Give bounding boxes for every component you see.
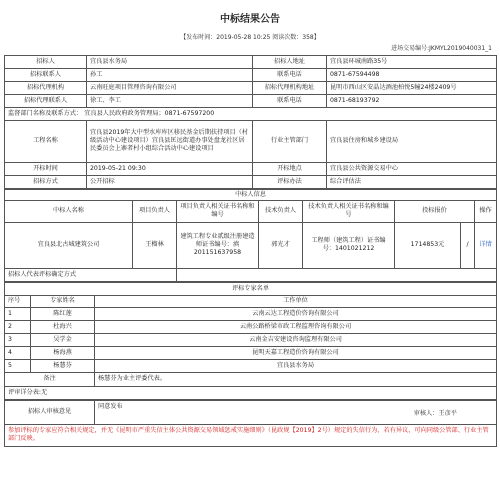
trade-number: 进场交易编号:JKMYL2019040031_1 [391,45,492,52]
bidder-address-value: 宜良县环城南路35号 [327,55,497,68]
committee-note-label: 备注 [5,372,95,386]
winner-header-price: 投标报价 [395,200,475,222]
winner-tech-cert: 工程师（建筑工程）证书编号：1401021212 [303,222,395,268]
winner-header-tech: 技术负责人 [259,200,303,222]
agency-phone-label: 联系电话 [253,94,327,107]
industry-label: 行业主管部门 [253,120,327,162]
review-table [4,400,497,447]
review-signer: 审核人：王彦平 [413,410,457,418]
table-row [5,359,497,372]
expert-no: 2 [5,320,31,333]
winner-section-title: 中标人信息 [5,189,497,200]
open-time-label: 开标时间 [5,162,87,175]
expert-unit: 昆明天嘉工程造价咨询有限公司 [95,346,497,359]
bidder-phone-value: 0871-67594498 [327,68,497,81]
agency-contact-label: 招标代理联系人 [5,94,87,107]
expert-no: 5 [5,359,31,372]
winner-header-action: 操作 [475,200,497,222]
rep-value [177,268,497,281]
expert-unit: 宜良县水务局 [95,359,497,372]
agency-address-label: 招标代理机构地址 [253,81,327,94]
agency-address-value: 昆明市西山区安晶达酒池柏悦5幢24楼2409号 [327,81,497,94]
winner-extra: / [461,222,475,268]
publish-meta: 【发布时间：2019-05-28 10:25 阅读次数：358】 [180,33,320,41]
winner-name: 宜良县北古城建筑公司 [5,222,133,268]
method-label: 招标方式 [5,175,87,188]
info-table [4,55,497,189]
table-row [5,307,497,320]
table-row [5,320,497,333]
table-row [5,346,497,359]
expert-name: 杨慧芬 [31,359,95,372]
page-title: 中标结果公告 [220,14,280,25]
agency-phone-value: 0871-68193792 [327,94,497,107]
winner-pm-cert: 建筑工程专业贰级注册建造师证书编号：滇 201151637958 [177,222,259,268]
open-place-label: 开标地点 [253,162,327,175]
project-value: 宜良县2019年大中型水库库区移民基金后期扶持项目（村级活动中心建设项目）宜良县匡远街道办事处盘龙社区居民委员会上寨者村小组综合活动中心建设项目 [87,120,253,162]
agency-value: 云南旺庭项目管理咨询有限公司 [87,81,253,94]
review-cell [95,400,497,424]
open-place-value: 宜良县公共资源交易中心 [327,162,497,175]
committee-header-no: 序号 [5,295,31,307]
committee-header-name: 专家姓名 [31,295,95,307]
supervisor-info: 监督部门名称及联系方式： 宜良县人民政府政务管理局；0871-67597200 [5,107,497,120]
table-row [5,333,497,346]
open-time-value: 2019-05-21 09:30 [87,162,253,175]
rep-label: 招标人代表评标确定方式 [5,268,177,281]
review-label: 招标人审核意见 [5,400,95,424]
expert-name: 杨海燕 [31,346,95,359]
expert-name: 杜海兴 [31,320,95,333]
winner-header-pm-cert: 项目负责人相关证书名称和编号 [177,200,259,222]
winner-tech: 郭光才 [259,222,303,268]
expert-unit: 云南公路桥梁市政工程监理咨询有限公司 [95,320,497,333]
review-opinion: 同意发布 [98,402,123,410]
expert-name: 陈红莲 [31,307,95,320]
winner-header-tech-cert: 技术负责人相关证书名称和编号 [303,200,395,222]
exclude-info: 评审详分表:无 [5,386,497,399]
expert-no: 1 [5,307,31,320]
expert-unit: 云南金吉安建设咨询监理有限公司 [95,333,497,346]
expert-name: 吴学金 [31,333,95,346]
project-label: 工程名称 [5,120,87,162]
winner-header-name: 中标人名称 [5,200,133,222]
winner-pm: 王榴林 [133,222,177,268]
bidder-address-label: 招标人地址 [253,55,327,68]
winner-price: 1714853元 [395,222,461,268]
bidder-contact-value: 孙工 [87,68,253,81]
bidder-phone-label: 联系电话 [253,68,327,81]
bidder-value: 宜良县水务局 [87,55,253,68]
committee-section-title: 评标专家名单 [5,282,497,295]
expert-no: 3 [5,333,31,346]
agency-label: 招标代理机构 [5,81,87,94]
bidder-label: 招标人 [5,55,87,68]
expert-unit: 云南云达工程造价咨询有限公司 [95,307,497,320]
committee-note-value: 杨慧芬为业主评委代表。 [95,372,497,386]
footer-notice: 参加评标的专家应符合相关规定，并无《昆明市严重失信主体公共资源交易领域惩戒实施细则》（昆政规【2019】2号）规定的失信行为，若有异议，可向同级公管部、行业主管部门反映。 [5,424,497,446]
expert-no: 4 [5,346,31,359]
agency-contact-value: 徐工、李工 [87,94,253,107]
winner-table [4,189,497,282]
winner-detail-cell [475,222,497,268]
committee-header-unit: 工作单位 [95,295,497,307]
eval-value: 综合评估法 [327,175,497,188]
winner-header-pm: 项目负责人 [133,200,177,222]
bidder-contact-label: 招标联系人 [5,68,87,81]
method-value: 公开招标 [87,175,253,188]
winner-detail-link[interactable]: 详情 [479,241,492,249]
industry-value: 宜良县住房和城乡建设局 [327,120,497,162]
winner-row [5,222,497,268]
committee-table [4,282,497,400]
eval-label: 评标办法 [253,175,327,188]
